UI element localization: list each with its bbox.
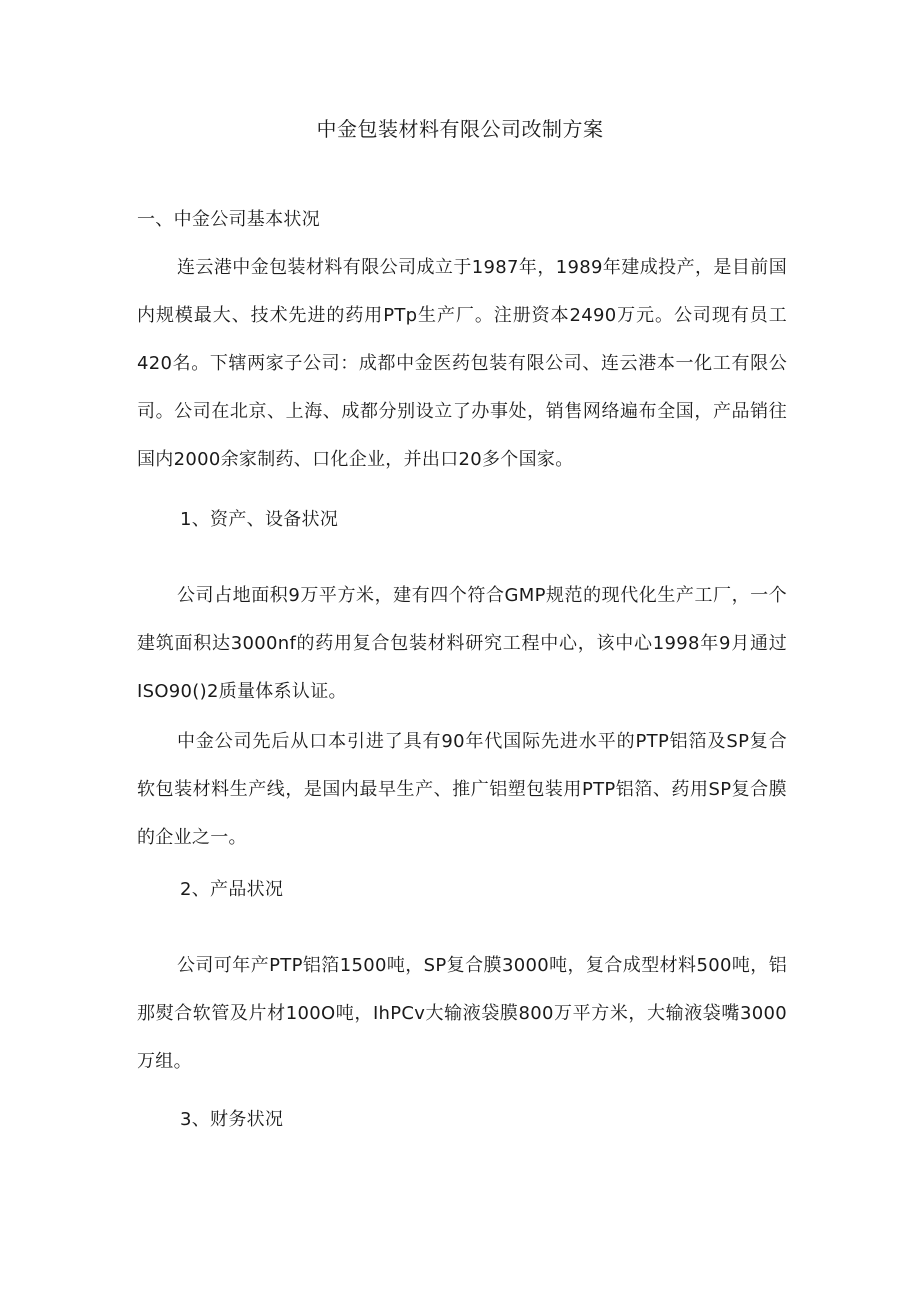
document-title: 中金包装材料有限公司改制方案 xyxy=(316,117,604,141)
paragraph-company-intro: 连云港中金包装材料有限公司成立于1987年，1989年建成投产，是目前国内规模最大、技术先进的药用PTp生产厂。注册资本2490万元。公司现有员工420名。下辖两家子公司：成都中金医药包装有限公司、连云港本一化工有限公司。公司在北京、上海、成都分别设立了办事处，销售网络遍布全国，产品销往国内2000余家制药、口化企业，并出口20多个国家。 xyxy=(137,257,787,470)
paragraph-imported-lines: 中金公司先后从口本引进了具有90年代国际先进水平的PTP铝箔及SP复合软包装材料生产线，是国内最早生产、推广铝塑包装用PTP铝箔、药用SP复合膜的企业之一。 xyxy=(137,731,787,848)
paragraph-assets-facilities: 公司占地面积9万平方米，建有四个符合GMP规范的现代化生产工厂，一个建筑面积达3000nf的药用复合包装材料研究工程中心，该中心1998年9月通过ISO90()2质量体系认证。 xyxy=(137,585,787,702)
paragraph-production-capacity: 公司可年产PTP铝箔1500吨，SP复合膜3000吨，复合成型材料500吨，铝那熨合软管及片材100O吨，IhPCv大输液袋膜800万平方米，大输液袋嘴3000万组。 xyxy=(137,955,787,1072)
subsection-heading-assets: 1、资产、设备状况 xyxy=(180,509,339,530)
subsection-heading-finance: 3、财务状况 xyxy=(180,1109,284,1130)
subsection-heading-products: 2、产品状况 xyxy=(180,879,284,900)
section-heading-basic-status: 一、中金公司基本状况 xyxy=(137,209,320,230)
